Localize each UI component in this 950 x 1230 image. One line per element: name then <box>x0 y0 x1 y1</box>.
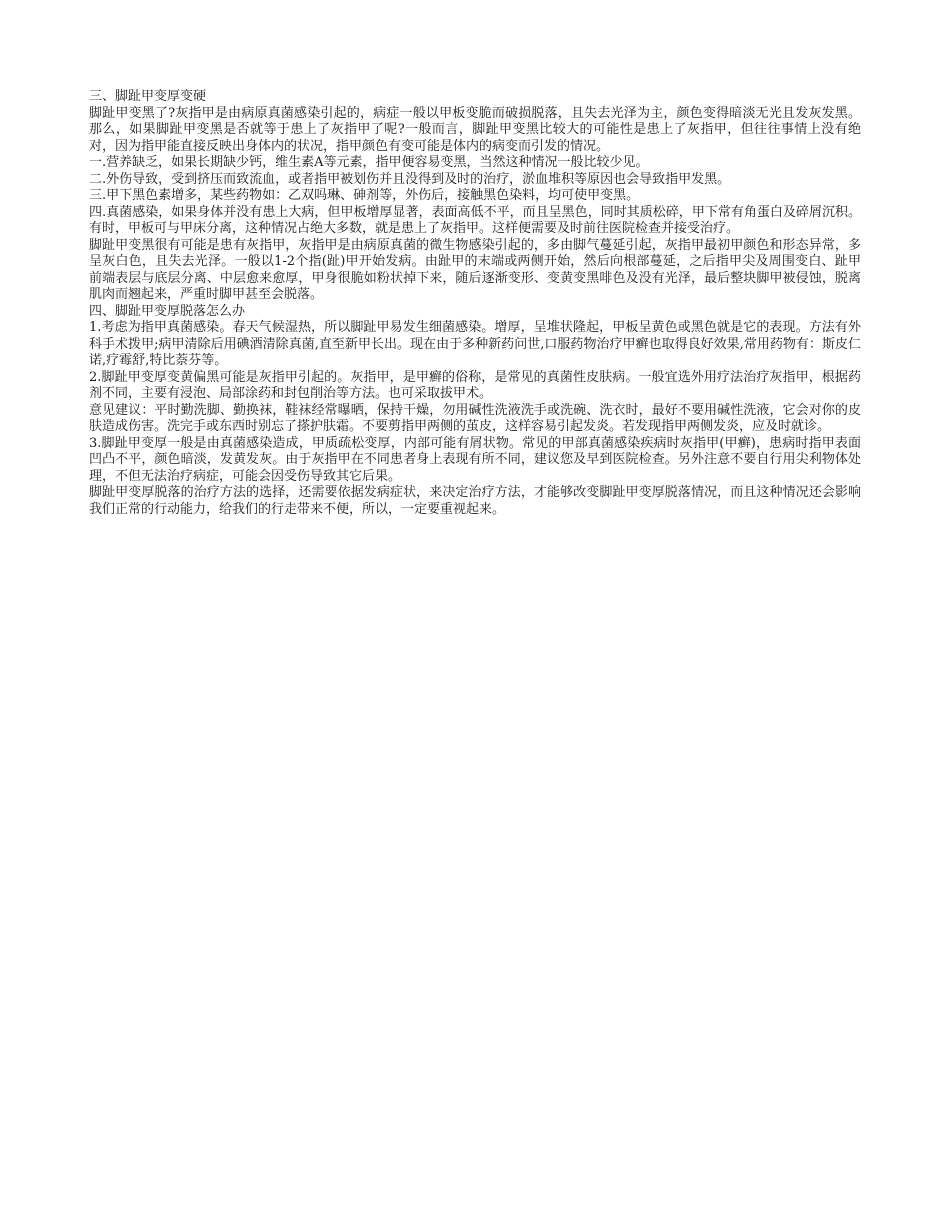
list-item-fungal: 四.真菌感染，如果身体并没有患上大病，但甲板增厚显著，表面高低不平，而且呈黑色，同时其质松碎，甲下常有角蛋白及碎屑沉积。有时，甲板可与甲床分离，这种情况占绝大多数，就是患上了灰指甲。这样便需要及时前往医院检查并接受治疗。 <box>89 204 861 236</box>
paragraph-intro: 脚趾甲变黑了?灰指甲是由病原真菌感染引起的，病症一般以甲板变脆而破损脱落，且失去光泽为主，颜色变得暗淡无光且发灰发黑。那么，如果脚趾甲变黑是否就等于患上了灰指甲了呢?一般而言，脚趾甲变黑比较大的可能性是患上了灰指甲，但往往事情上没有绝对，因为指甲能直接反映出身体内的状况，指甲颜色有变可能是体内的病变而引发的情况。 <box>89 105 861 154</box>
list-item-nutrition: 一.营养缺乏，如果长期缺少钙，维生素A等元素，指甲便容易变黑，当然这种情况一般比较少见。 <box>89 155 649 170</box>
document-body <box>89 89 861 518</box>
list-item-treatment-3: 3.脚趾甲变厚一般是由真菌感染造成，甲质疏松变厚，内部可能有屑状物。常见的甲部真菌感染疾病时灰指甲(甲癣)，患病时指甲表面凹凸不平，颜色暗淡，发黄发灰。由于灰指甲在不同患者身上表现有所不同，建议您及早到医院检查。另外注意不要自行用尖利物体处理，不但无法治疗病症，可能会因受伤导致其它后果。 <box>89 435 861 484</box>
paragraph-conclusion: 脚趾甲变厚脱落的治疗方法的选择，还需要依据发病症状，来决定治疗方法，才能够改变脚趾甲变厚脱落情况，而且这种情况还会影响我们正常的行动能力，给我们的行走带来不便，所以，一定要重视起来。 <box>89 485 861 517</box>
paragraph-advice: 意见建议：平时勤洗脚、勤换袜，鞋袜经常曝晒，保持干燥，勿用碱性洗液洗手或洗碗、洗衣时，最好不要用碱性洗液，它会对你的皮肤造成伤害。洗完手或东西时别忘了搽护肤霜。不要剪指甲两侧的茧皮，这样容易引起发炎。若发现指甲两侧发炎，应及时就诊。 <box>89 402 861 434</box>
section-heading-3: 三、脚趾甲变厚变硬 <box>89 89 207 104</box>
list-item-trauma: 二.外伤导致，受到挤压而致流血，或者指甲被划伤并且没得到及时的治疗，淤血堆积等原因也会导致指甲发黑。 <box>89 171 731 187</box>
list-item-melanin: 三.甲下黑色素增多，某些药物如：乙双吗琳、砷剂等，外伤后，接触黑色染料，均可使甲变黑。 <box>89 188 640 203</box>
list-item-treatment-2: 2.脚趾甲变厚变黄偏黑可能是灰指甲引起的。灰指甲，是甲癣的俗称，是常见的真菌性皮肤病。一般宜选外用疗法治疗灰指甲，根据药剂不同，主要有浸泡、局部涂药和封包削治等方法。也可采取拔甲术。 <box>89 369 861 401</box>
list-item-treatment-1: 1.考虑为指甲真菌感染。春天气候湿热，所以脚趾甲易发生细菌感染。增厚，呈堆状隆起，甲板呈黄色或黑色就是它的表现。方法有外科手术拨甲;病甲清除后用碘酒清除真菌,直至新甲长出。现在由于多种新药问世,口服药物治疗甲癣也取得良好效果,常用药物有：斯皮仁诺,疗霉舒,特比萘芬等。 <box>89 320 861 368</box>
paragraph-onychomycosis: 脚趾甲变黑很有可能是患有灰指甲，灰指甲是由病原真菌的微生物感染引起的，多由脚气蔓延引起，灰指甲最初甲颜色和形态异常，多呈灰白色，且失去光泽。一般以1-2个指(趾)甲开始发病。由趾甲的末端或两侧开始，然后向根部蔓延，之后指甲尖及周围变白、趾甲前端表层与底层分离、中层愈来愈厚，甲身很脆如粉状掉下来，随后逐渐变形、变黄变黑啡色及没有光泽，最后整块脚甲被侵蚀，脱离肌肉而翘起来，严重时脚甲甚至会脱落。 <box>89 237 861 302</box>
section-heading-4: 四、脚趾甲变厚脱落怎么办 <box>89 303 246 319</box>
